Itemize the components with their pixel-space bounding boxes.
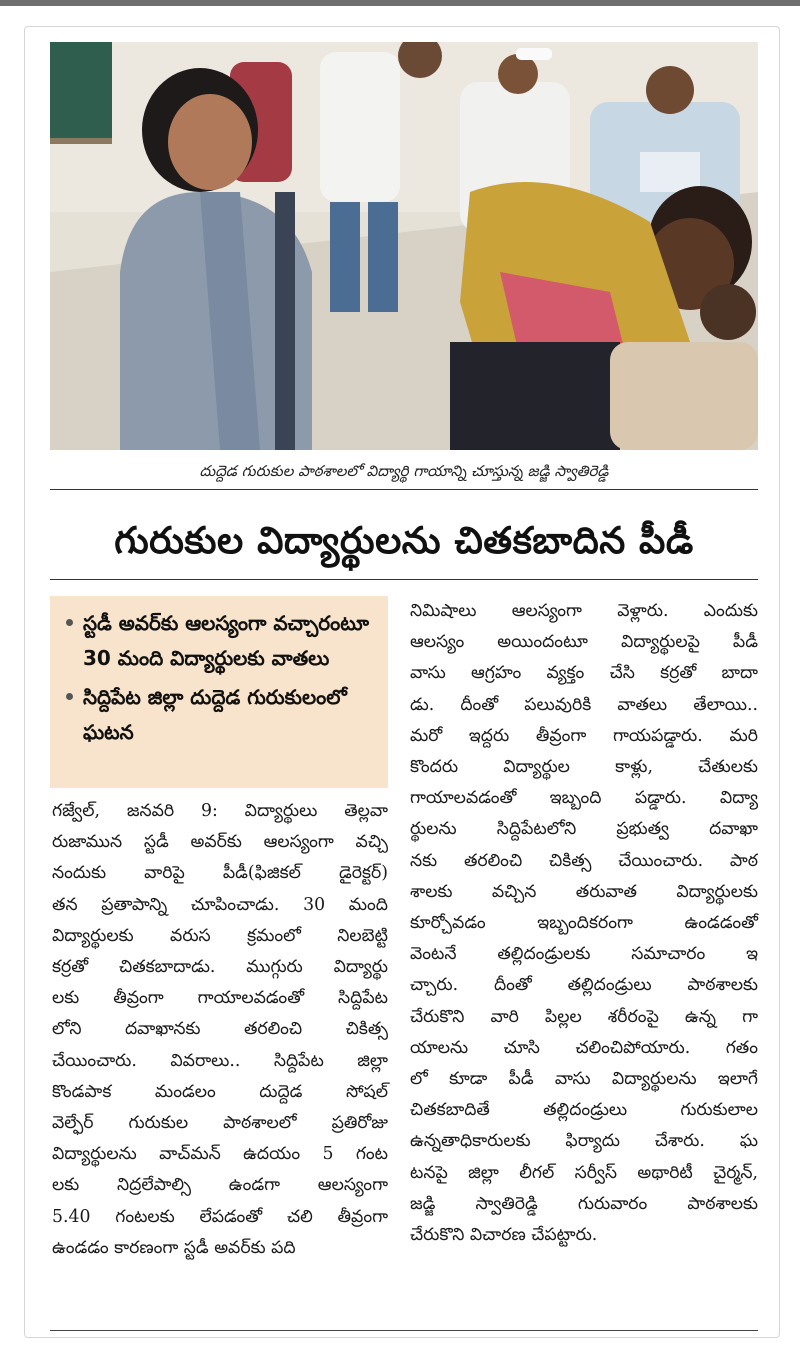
body-line: చితకబాదితే తల్లిదండ్రులు గురుకులాల — [410, 1100, 758, 1121]
body-line: వెంటనే తల్లిదండ్రులకు సమాచారం ఇ — [410, 944, 758, 965]
bullet-icon — [66, 693, 73, 700]
highlight-item — [64, 680, 378, 750]
body-line: కొండపాక మండలం దుద్దెడ సోషల్ — [52, 1081, 388, 1102]
news-photo-illustration — [50, 42, 758, 450]
body-line: డు. దీంతో పలువురికి వాతలు తేలాయి.. — [410, 694, 758, 715]
body-line: గాయాలవడంతో ఇబ్బంది పడ్డారు. విద్యా — [410, 788, 758, 809]
body-line: రుజామున స్టడీ అవర్‌కు ఆలస్యంగా వచ్చి — [52, 832, 388, 853]
bottom-rule — [50, 1330, 758, 1331]
body-line: కొందరు విద్యార్థుల కాళ్లు, చేతులకు — [410, 757, 758, 778]
highlights-box — [50, 596, 388, 788]
body-line: శాలకు వచ్చిన తరువాత విద్యార్థులకు — [410, 881, 758, 902]
headline-top-rule — [50, 489, 758, 490]
body-line: కూర్చోవడం ఇబ్బందికరంగా ఉండడంతో — [410, 913, 758, 934]
body-line: నిమిషాలు ఆలస్యంగా వెళ్లారు. ఎందుకు — [410, 601, 758, 621]
body-line: టనపై జిల్లా లీగల్ సర్వీస్ అథారిటీ చైర్మన్, — [410, 1162, 758, 1183]
highlight-text: స్టడీ అవర్‌కు ఆలస్యంగా వచ్చారంటూ 30 మంది విద్యార్థులకు వాతలు — [83, 611, 370, 670]
body-line: వెల్ఫేర్ గురుకుల పాఠశాలలో ప్రతిరోజు — [52, 1113, 388, 1134]
highlight-text: సిద్దిపేట జిల్లా దుద్దెడ గురుకులంలో ఘటన — [83, 685, 347, 744]
body-line: లకు తీవ్రంగా గాయాలవడంతో సిద్దిపేట — [52, 988, 388, 1009]
body-line: లో కూడా పీడీ వాసు విద్యార్థులను ఇలాగే — [410, 1069, 758, 1090]
headline-bottom-rule — [50, 579, 758, 580]
body-line: 5.40 గంటలకు లేపడంతో చలి తీవ్రంగా — [52, 1206, 388, 1227]
highlight-item — [64, 606, 378, 676]
body-line: ఉండడం కారణంగా స్టడీ అవర్‌కు పది — [52, 1237, 296, 1258]
photo-caption: దుద్దెడ గురుకుల పాఠశాలలో విద్యార్థి గాయాన్ని చూస్తున్న జడ్జి స్వాతిరెడ్డి — [199, 462, 609, 480]
body-line: విద్యార్థులను వాచ్‌మన్ ఉదయం 5 గంట — [52, 1144, 388, 1165]
body-line: కర్రతో చితకబాదాడు. ముగ్గురు విద్యార్థు — [52, 957, 388, 978]
body-line: గజ్వేల్, జనవరి 9: విద్యార్థులు తెల్లవా — [52, 801, 388, 821]
body-line: విద్యార్థులకు వరుస క్రమంలో నిలబెట్టి — [52, 925, 388, 946]
body-line: లోని దవాఖానకు తరలించి చికిత్స — [52, 1019, 388, 1040]
body-line: వాసు ఆగ్రహం వ్యక్తం చేసి కర్రతో బాదా — [410, 663, 758, 684]
article-headline: గురుకుల విద్యార్థులను చితకబాదిన పీడీ — [114, 519, 694, 562]
body-line: యాలను చూసి చలించిపోయారు. గతం — [410, 1037, 758, 1058]
body-line: చేయించారు. వివరాలు.. సిద్దిపేట జిల్లా — [52, 1050, 388, 1071]
body-line: చ్చారు. దీంతో తల్లిదండ్రులు పాఠశాలకు — [410, 975, 758, 996]
article-body-right-column — [410, 596, 758, 1251]
body-line: నందుకు వారిపై పీడీ(ఫిజికల్ డైరెక్టర్) — [52, 863, 388, 884]
body-line: తన ప్రతాపాన్ని చూపించాడు. 30 మంది — [52, 894, 388, 915]
body-line: నకు తరలించి చికిత్స చేయించారు. పాఠ — [410, 850, 758, 871]
news-photo — [50, 42, 758, 450]
body-line: ర్థులను సిద్దిపేటలోని ప్రభుత్వ దవాఖా — [410, 819, 758, 840]
article-body-left-column — [52, 796, 388, 1264]
body-line: చేరుకొని విచారణ చేపట్టారు. — [410, 1225, 598, 1246]
body-line: లకు నిద్రలేపాల్సి ఉండగా ఆలస్యంగా — [52, 1175, 388, 1196]
body-line: చేరుకొని వారి పిల్లల శరీరంపై ఉన్న గా — [410, 1006, 758, 1027]
body-line: జడ్జి స్వాతిరెడ్డి గురువారం పాఠశాలకు — [410, 1193, 758, 1214]
body-line: ఉన్నతాధికారులకు ఫిర్యాదు చేశారు. ఘ — [410, 1131, 758, 1152]
body-line: ఆలస్యం అయిందంటూ విద్యార్థులపై పీడీ — [410, 632, 758, 653]
top-bar — [0, 0, 800, 6]
body-line: మరో ఇద్దరు తీవ్రంగా గాయపడ్డారు. మరి — [410, 725, 758, 746]
bullet-icon — [66, 619, 73, 626]
